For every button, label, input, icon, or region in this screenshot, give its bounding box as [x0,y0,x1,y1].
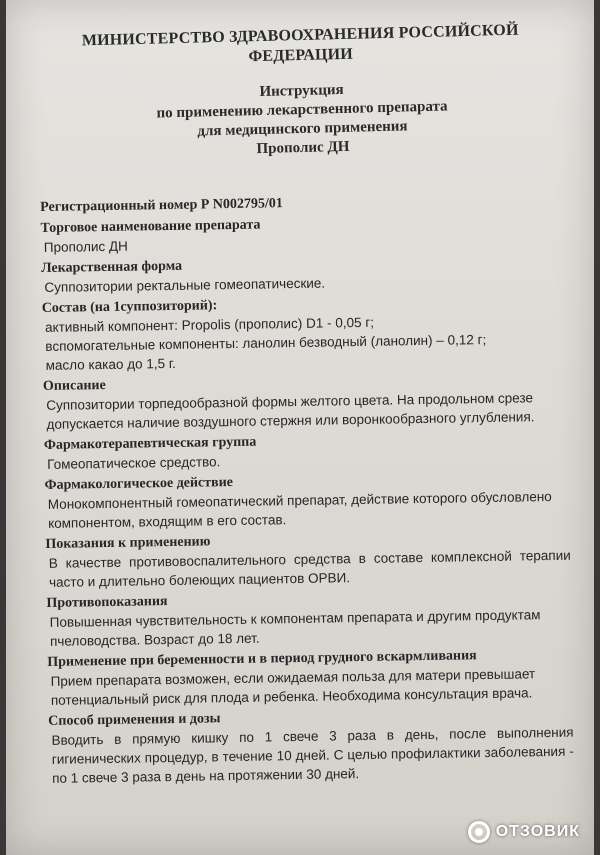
section-text: Повышенная чувствительность к компонентам препарата и другим продуктам пчеловодства. Возраст до 18 лет. [49,607,541,649]
logo-icon [468,821,490,843]
section-heading: Показания к применению [45,534,211,552]
section-text: Монокомпонентный гомеопатический препарат, действие которого обусловлено компонентом, входящим в его состав. [47,489,552,531]
section-heading: Фармакологическое действие [44,475,234,493]
section-heading: Торговое наименование препарата [40,217,261,236]
section-heading: Состав (на 1суппозиторий): [41,298,218,316]
section-heading: Лекарственная форма [41,258,183,276]
watermark-logo [468,821,580,843]
document-header [6,19,594,165]
document-body [40,188,574,788]
section-heading: Фармакотерапевтическая группа [43,434,257,453]
section-text: Гомеопатическое средство. [47,454,221,472]
ministry-title: МИНИСТЕРСТВО ЗДРАВООХРАНЕНИЯ РОССИЙСКОЙ ФЕДЕРАЦИИ [81,21,519,66]
section-heading: Противопоказания [46,594,168,611]
composition-line: масло какао до 1,5 г. [45,355,176,373]
section-text: Прополис ДН [43,238,128,255]
section-text: В качестве противовоспалительного средства в составе комплексной терапии часто и длительно болеющих пациентов ОРВИ. [48,547,571,590]
watermark-text: ОТЗОВИК [495,823,580,840]
composition-line: вспомогательные компоненты: ланолин безводный (ланолин) – 0,12 г; [45,332,487,354]
registration-number: Регистрационный номер Р N002795/01 [40,196,283,215]
section-text: Вводить в прямую кишку по 1 свече 3 раза в день, после выполнения гигиенических процедур, в течение 10 дней. С целью профилактики заболевания - по 1 свече 3 раза в день на протяжении 30 дней. [51,724,574,786]
section-heading: Способ применения и дозы [48,711,221,729]
section-text: Прием препарата возможен, если ожидаемая польза для матери превышает потенциальный риск для плода и ребенка. Необходима консультация врача. [50,666,536,708]
section-heading: Описание [42,377,106,394]
instruction-title: Инструкция по применению лекарственного препарата для медицинского применения Прополис ДН [156,81,448,158]
section-text: Суппозитории торпедообразной формы желтого цвета. На продольном срезе допускается наличие воздушного стержня или воронкообразного углубления. [46,390,535,432]
section-text: Суппозитории ректальные гомеопатические. [44,275,326,295]
section-heading: Применение при беременности и в период грудного вскармливания [47,648,477,670]
composition-line: активный компонент: Propolis (прополис) D1 - 0,05 г; [44,314,375,335]
instruction-sheet [6,0,594,855]
